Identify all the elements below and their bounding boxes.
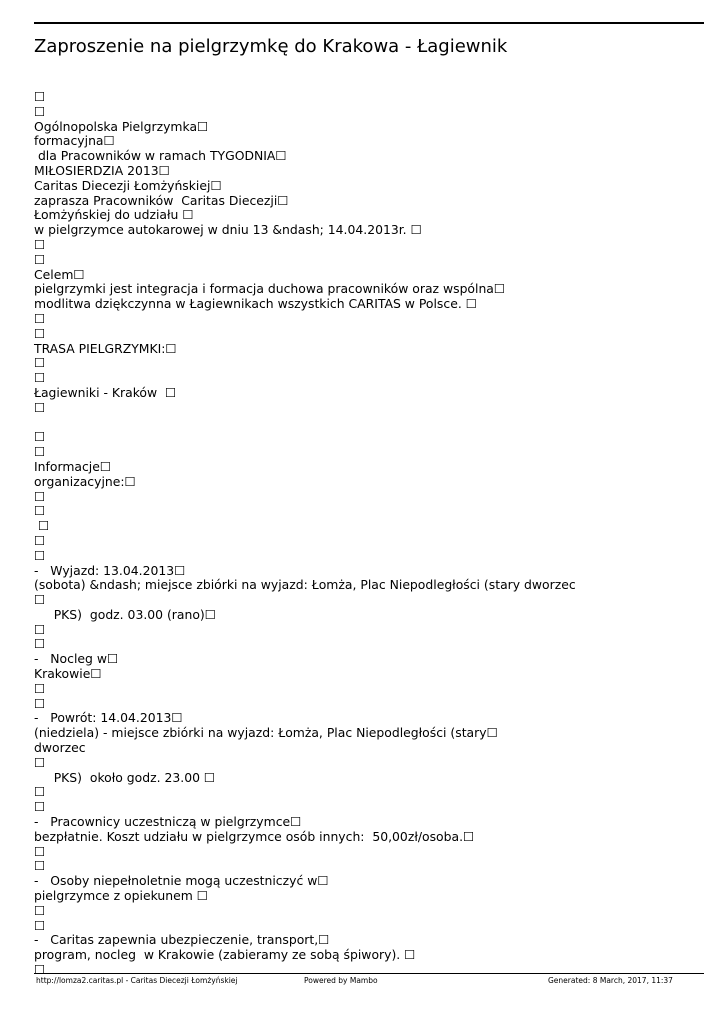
body-line: ☐	[34, 621, 46, 637]
document-body	[34, 90, 714, 978]
body-line: ☐	[34, 518, 50, 534]
body-line: PKS) około godz. 23.00 ☐	[34, 769, 216, 785]
page-title: Zaproszenie na pielgrzymkę do Krakowa - Łagiewnik	[34, 36, 508, 57]
body-line: ☐	[34, 843, 46, 859]
body-line: (niedziela) - miejsce zbiórki na wyjazd: Łomża, Plac Niepodległości (stary☐	[34, 725, 498, 741]
body-line: zaprasza Pracowników Caritas Diecezji☐	[34, 192, 289, 208]
body-line: ☐	[34, 592, 46, 608]
body-line: ☐	[34, 251, 46, 267]
body-line: ☐	[34, 917, 46, 933]
body-line: Celem☐	[34, 266, 85, 282]
body-line: ☐	[34, 370, 46, 386]
body-line: ☐	[34, 695, 46, 711]
body-line: ☐	[34, 799, 46, 815]
body-line: ☐	[34, 325, 46, 341]
body-line: PKS) godz. 03.00 (rano)☐	[34, 606, 216, 622]
body-line: Caritas Diecezji Łomżyńskiej☐	[34, 177, 222, 193]
body-line: - Caritas zapewnia ubezpieczenie, transport,☐	[34, 932, 330, 948]
body-line: modlitwa dziękczynna w Łagiewnikach wszystkich CARITAS w Polsce. ☐	[34, 296, 477, 312]
body-line: - Nocleg w☐	[34, 651, 119, 667]
body-line: ☐	[34, 310, 46, 326]
body-line: ☐	[34, 488, 46, 504]
body-line: (sobota) &ndash; miejsce zbiórki na wyjazd: Łomża, Plac Niepodległości (stary dworzec	[34, 577, 576, 593]
body-line: organizacyjne:☐	[34, 473, 136, 489]
body-line: ☐	[34, 103, 46, 119]
body-line: ☐	[34, 784, 46, 800]
body-line: dla Pracowników w ramach TYGODNIA☐	[34, 148, 287, 164]
body-line: w pielgrzymce autokarowej w dniu 13 &ndash; 14.04.2013r. ☐	[34, 222, 422, 238]
body-line: - Osoby niepełnoletnie mogą uczestniczyć w☐	[34, 873, 329, 889]
body-line: ☐	[34, 962, 46, 978]
body-line: ☐	[34, 532, 46, 548]
body-line: ☐	[34, 680, 46, 696]
body-line: ☐	[34, 89, 46, 104]
footer-url: http://lomza2.caritas.pl - Caritas Diecezji Łomżyńskiej	[36, 976, 238, 985]
body-line: - Powrót: 14.04.2013☐	[34, 710, 183, 726]
body-line: ☐	[34, 355, 46, 371]
body-line: Informacje☐	[34, 458, 111, 474]
body-line: Łomżyńskiej do udziału ☐	[34, 207, 194, 223]
body-line: MIŁOSIERDZIA 2013☐	[34, 162, 170, 178]
body-line: bezpłatnie. Koszt udziału w pielgrzymce osób innych: 50,00zł/osoba.☐	[34, 828, 475, 844]
body-line: ☐	[34, 858, 46, 874]
body-line: Ogólnopolska Pielgrzymka☐	[34, 118, 209, 134]
top-rule	[34, 22, 704, 24]
body-line: ☐	[34, 547, 46, 563]
body-line: pielgrzymki jest integracja i formacja duchowa pracowników oraz wspólna☐	[34, 281, 506, 297]
body-line: ☐	[34, 444, 46, 460]
body-line: program, nocleg w Krakowie (zabieramy ze sobą śpiwory). ☐	[34, 947, 416, 963]
body-line: ☐	[34, 754, 46, 770]
body-line: - Wyjazd: 13.04.2013☐	[34, 562, 186, 578]
body-line: Łagiewniki - Kraków ☐	[34, 384, 177, 400]
body-line: dworzec	[34, 740, 86, 756]
body-line: TRASA PIELGRZYMKI:☐	[34, 340, 177, 356]
body-line: ☐	[34, 236, 46, 252]
body-line: ☐	[34, 902, 46, 918]
body-line	[34, 416, 714, 431]
body-line: ☐	[34, 503, 46, 519]
footer-powered-by: Powered by Mambo	[304, 976, 378, 985]
body-line: Krakowie☐	[34, 666, 102, 682]
body-line: - Pracownicy uczestniczą w pielgrzymce☐	[34, 814, 302, 830]
body-line: ☐	[34, 399, 46, 415]
body-line: ☐	[34, 429, 46, 445]
body-line: pielgrzymce z opiekunem ☐	[34, 888, 208, 904]
footer-rule	[34, 973, 704, 974]
body-line: formacyjna☐	[34, 133, 115, 149]
footer-generated: Generated: 8 March, 2017, 11:37	[548, 976, 673, 985]
body-line: ☐	[34, 636, 46, 652]
